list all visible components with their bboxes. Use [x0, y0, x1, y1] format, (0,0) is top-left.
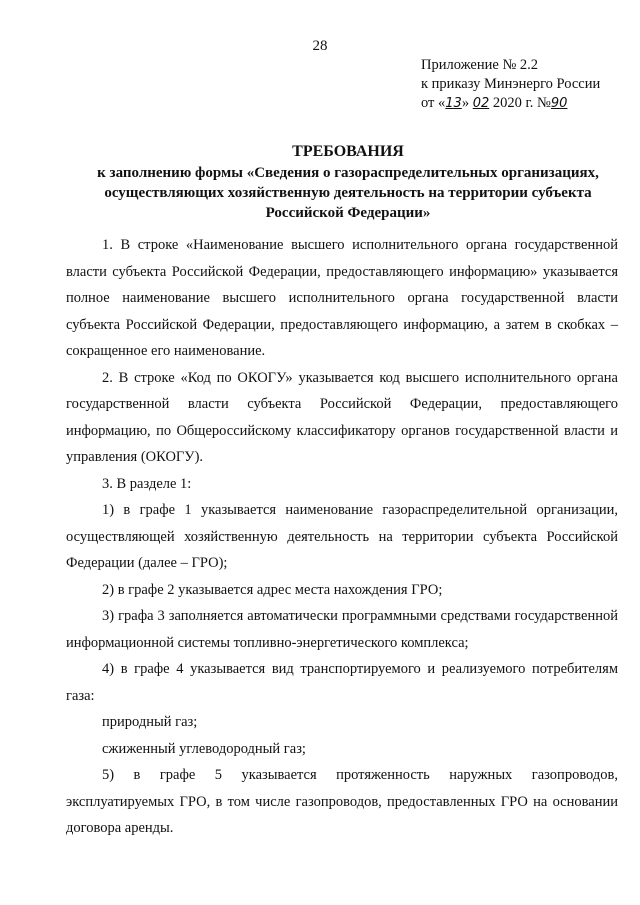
- year-label: 2020 г. №: [489, 95, 551, 111]
- order-date-number: [421, 94, 621, 113]
- appendix-header: [421, 56, 621, 113]
- paragraph-3: 3. В разделе 1:: [102, 475, 192, 492]
- item-5: 5) в графе 5 указывается протяженность наружных газопроводов, эксплуатируемых ГРО, в том числе газопроводов, предоставленных ГРО на основании договора аренды.: [66, 767, 618, 836]
- item-1: 1) в графе 1 указывается наименование газораспределительной организации, осуществляющей хозяйственную деятельность на территории субъекта Российской Федерации (далее – ГРО);: [66, 502, 618, 571]
- gas-type-liquefied: сжиженный углеводородный газ;: [102, 740, 306, 757]
- document-body: [66, 232, 618, 842]
- item-3: 3) графа 3 заполняется автоматически программными средствами государственной информационной системы топливно-энергетического комплекса;: [66, 608, 618, 651]
- title-sub-3: Российской Федерации»: [265, 205, 431, 221]
- title-sub-2: осуществляющих хозяйственную деятельность на территории субъекта: [104, 185, 592, 201]
- paragraph-2: 2. В строке «Код по ОКОГУ» указывается код высшего исполнительного органа государственной власти субъекта Российской Федерации, предоставляющего информацию, по Общероссийскому классификатору органов государственной власти и управления (ОКОГУ).: [66, 369, 618, 465]
- date-prefix: от «: [421, 95, 446, 111]
- page-number: 28: [312, 38, 328, 54]
- item-4: 4) в графе 4 указывается вид транспортируемого и реализуемого потребителям газа:: [66, 661, 618, 704]
- title-main: ТРЕБОВАНИЯ: [292, 143, 404, 160]
- document-title: [78, 142, 618, 223]
- item-2: 2) в графе 2 указывается адрес места нахождения ГРО;: [102, 581, 443, 598]
- date-sep: »: [461, 95, 473, 111]
- order-reference: к приказу Минэнерго России: [421, 76, 601, 92]
- gas-type-natural: природный газ;: [102, 714, 198, 730]
- order-number: 90: [550, 96, 568, 111]
- paragraph-1: 1. В строке «Наименование высшего исполнительного органа государственной власти субъекта Российской Федерации, предоставляющего информацию» указывается полное наименование высшего исполнительного органа государственной власти субъекта Российской Федерации, предоставляющего информацию, а затем в скобках – сокращенное его наименование.: [66, 237, 618, 359]
- order-day: 13: [445, 96, 462, 111]
- appendix-title: Приложение № 2.2: [421, 57, 539, 73]
- title-sub-1: к заполнению формы «Сведения о газораспределительных организациях,: [97, 165, 599, 181]
- order-month: 02: [472, 96, 490, 111]
